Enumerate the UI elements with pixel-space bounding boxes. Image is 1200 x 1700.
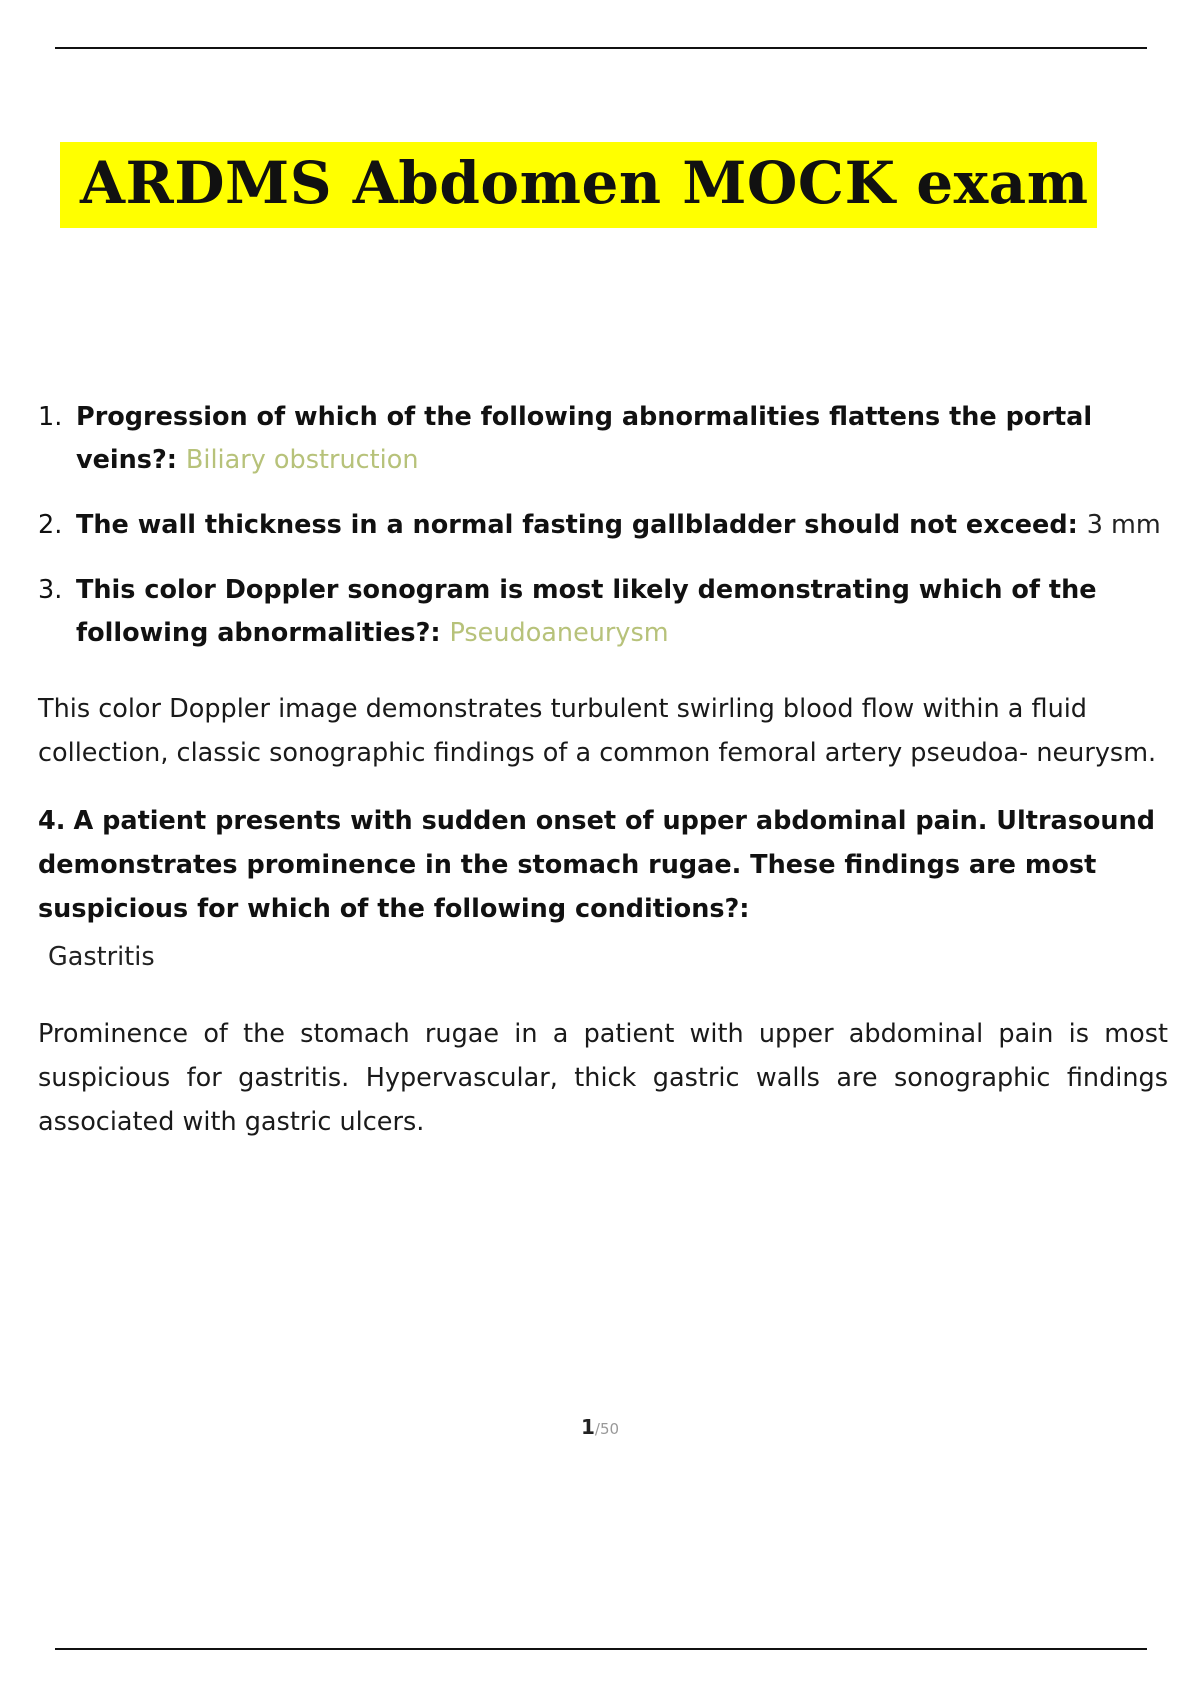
- question-answer: Pseudoaneurysm: [449, 617, 669, 648]
- question-list: [38, 396, 1168, 654]
- page-separator: /: [594, 1420, 600, 1438]
- question-text: This color Doppler sonogram is most likely demonstrating which of the following abnormalities?:: [76, 574, 1097, 648]
- explanation-q4: Prominence of the stomach rugae in a patient with upper abdominal pain is most suspicious for gastritis. Hypervascular, thick gastric walls are sonographic findings associated with gastric ulcers.: [38, 1019, 1168, 1137]
- current-page-number: 1: [580, 1415, 595, 1439]
- list-item: [38, 504, 1168, 547]
- title-spacer: [38, 228, 1168, 396]
- document-content: [38, 120, 1168, 1169]
- question-4: [38, 800, 1168, 932]
- question-answer: 3 mm: [1086, 509, 1161, 540]
- question-answer: Biliary obstruction: [185, 445, 419, 476]
- explanation-q3: This color Doppler image demonstrates turbulent swirling blood flow within a fluid collection, classic sonographic findings of a common femoral artery pseudoa- neurysm.: [38, 694, 1157, 769]
- total-page-count: 50: [599, 1420, 620, 1438]
- page-footer: [0, 1415, 1200, 1439]
- question-text: A patient presents with sudden onset of upper abdominal pain. Ultrasound demonstrates prominence in the stomach rugae. These findings are most suspicious for which of the following conditions?:: [38, 806, 1155, 924]
- question-number: 3.: [38, 574, 63, 605]
- question-text: Progression of which of the following abnormalities flattens the portal veins?:: [76, 402, 1093, 476]
- question-number: 2.: [38, 509, 63, 540]
- list-item: [38, 569, 1168, 655]
- question-text: The wall thickness in a normal fasting gallbladder should not exceed:: [76, 509, 1087, 540]
- page-bottom-rule: [55, 1648, 1147, 1650]
- page-top-rule: [55, 47, 1147, 49]
- question-number: 1.: [38, 402, 63, 433]
- page-title: ARDMS Abdomen MOCK exam: [60, 142, 1097, 228]
- question-4-answer: Gastritis: [48, 941, 155, 972]
- question-number: 4.: [38, 806, 66, 837]
- list-item: [38, 396, 1168, 482]
